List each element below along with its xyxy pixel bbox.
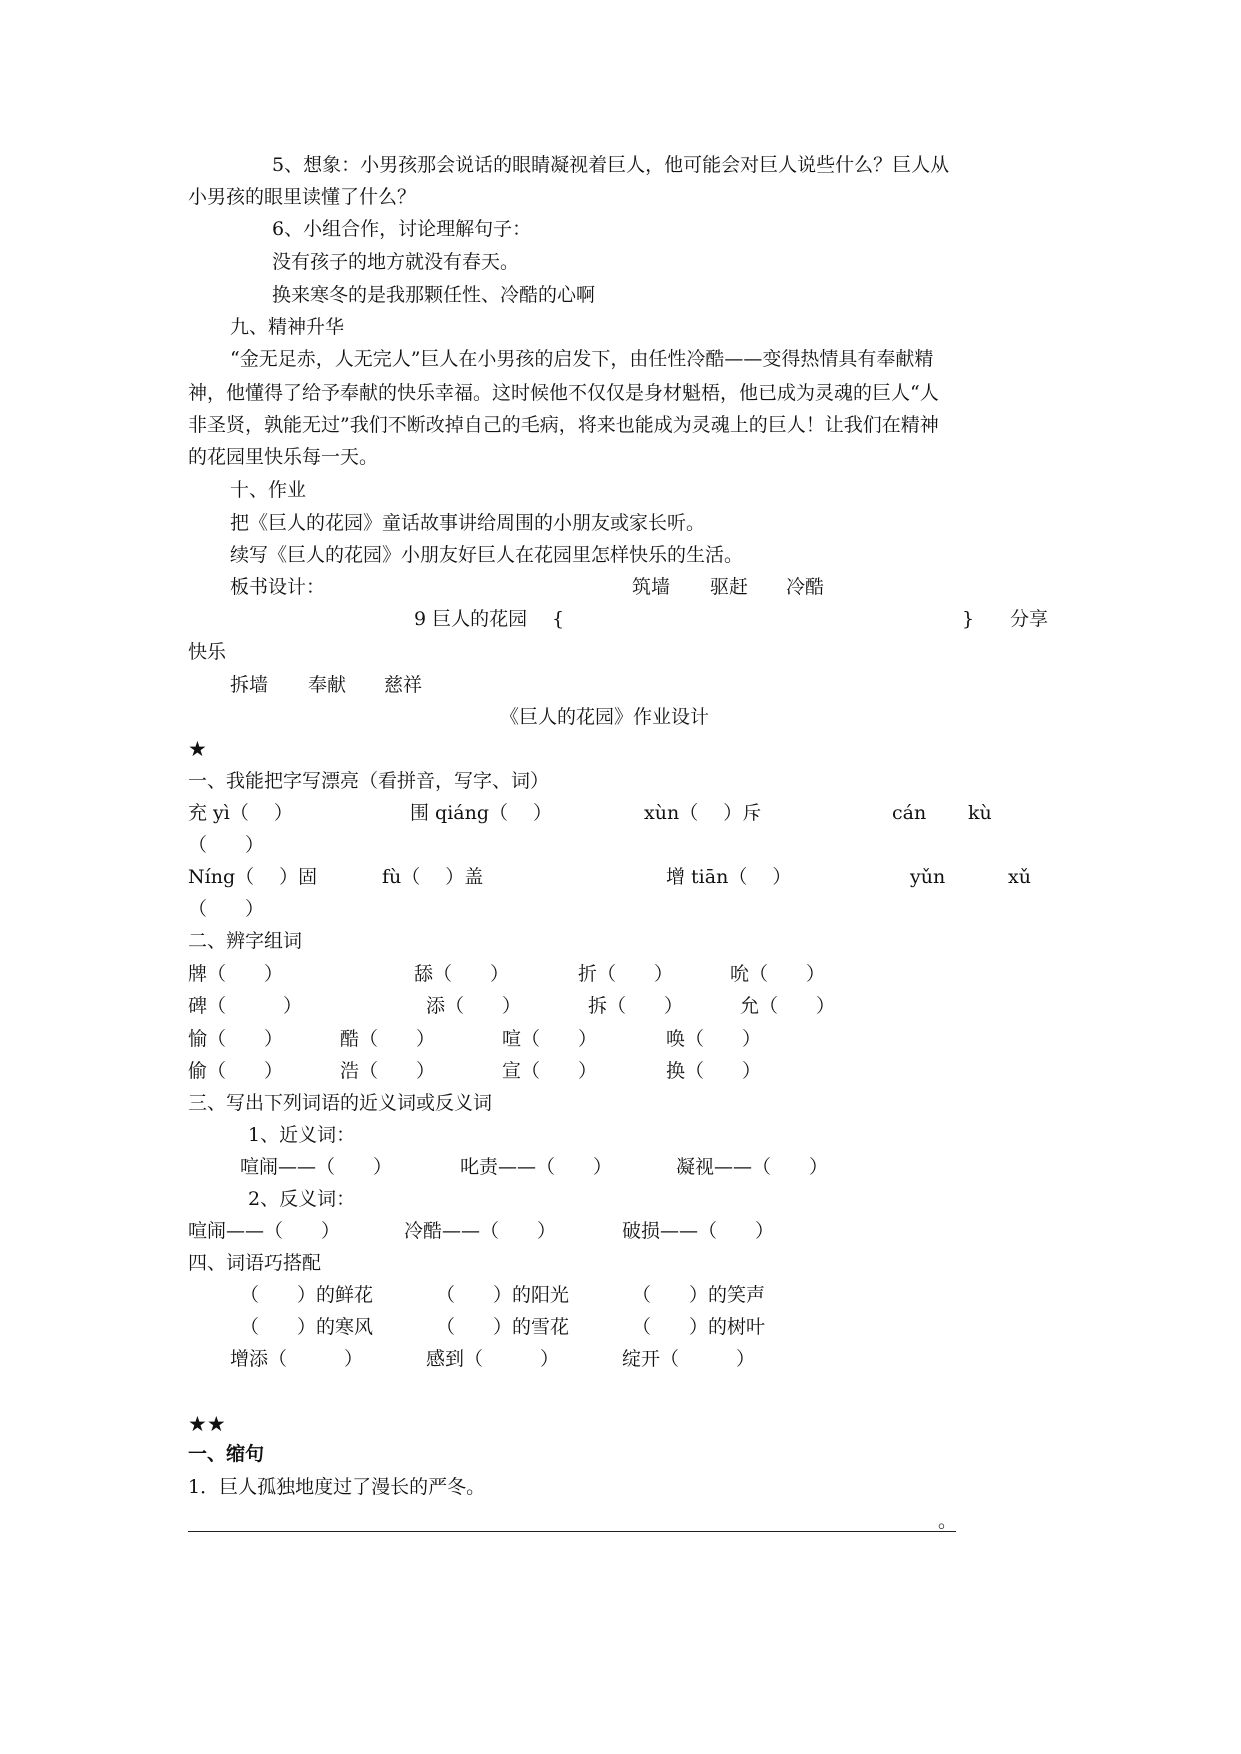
s4-row1-item3: （ ）的笑声 — [632, 1284, 766, 1306]
s2-row2-item1: 碑（ ） — [188, 995, 303, 1017]
board-bottom-word-3: 慈祥 — [384, 674, 423, 696]
section-9-line1: “金无足赤，人无完人”巨人在小男孩的启发下，由任性冷酷——变得热情具有奉献精 — [230, 348, 934, 370]
answer-line[interactable] — [188, 1531, 956, 1532]
board-right-word-part1: 分享 — [1010, 608, 1049, 630]
answer-line-period: 。 — [938, 1510, 958, 1532]
s4-row2-item2: （ ）的雪花 — [436, 1316, 570, 1338]
level-2-stars-icon: ★★ — [188, 1412, 226, 1436]
s1-row2-item1: Níng（ ）固 — [188, 866, 318, 888]
level-2-q1: 1．巨人孤独地度过了漫长的严冬。 — [188, 1476, 486, 1498]
s3-antonym-1: 喧闹——（ ） — [188, 1220, 341, 1242]
s1-row1-item2: 围 qiáng（ ） — [410, 802, 553, 824]
s4-row3-item2: 感到（ ） — [426, 1348, 560, 1370]
s4-row2-item3: （ ）的树叶 — [632, 1316, 766, 1338]
s2-row4-item2: 浩（ ） — [340, 1060, 436, 1082]
s1-row1-wrap: （ ） — [188, 834, 265, 856]
s1-row2-wrap: （ ） — [188, 898, 265, 920]
s1-row1-item5: kù — [968, 802, 992, 824]
s2-row1-item1: 牌（ ） — [188, 963, 284, 985]
board-top-word-1: 筑墙 — [632, 576, 671, 598]
s2-row1-item2: 舔（ ） — [414, 963, 510, 985]
board-right-word-part2: 快乐 — [188, 641, 227, 663]
s3-synonym-label: 1、近义词： — [248, 1124, 356, 1146]
s2-row2-item3: 拆（ ） — [588, 995, 684, 1017]
s4-title: 四、词语巧搭配 — [188, 1252, 322, 1274]
level-2-s1-title: 一、缩句 — [188, 1443, 265, 1465]
s3-antonym-label: 2、反义词： — [248, 1188, 356, 1210]
s4-row3-item1: 增添（ ） — [230, 1348, 364, 1370]
section-9-line3: 非圣贤，孰能无过”我们不断改掉自己的毛病，将来也能成为灵魂上的巨人！让我们在精神 — [188, 414, 939, 436]
s3-antonym-2: 冷酷——（ ） — [404, 1220, 557, 1242]
s2-row2-item4: 允（ ） — [740, 995, 836, 1017]
q5-line2: 小男孩的眼里读懂了什么？ — [188, 186, 417, 208]
s2-row1-item3: 折（ ） — [578, 963, 674, 985]
s3-title: 三、写出下列词语的近义词或反义词 — [188, 1092, 493, 1114]
s2-row3-item1: 愉（ ） — [188, 1028, 284, 1050]
board-top-word-3: 冷酷 — [786, 576, 825, 598]
s2-row3-item3: 喧（ ） — [502, 1028, 598, 1050]
q6-prompt: 6、小组合作，讨论理解句子： — [272, 218, 532, 240]
board-top-word-2: 驱赶 — [710, 576, 749, 598]
s1-row1-item3: xùn（ ）斥 — [644, 802, 762, 824]
board-brace-close: } — [962, 608, 975, 630]
s1-row1-item1: 充 yì（ ） — [188, 802, 293, 824]
s2-row2-item2: 添（ ） — [426, 995, 522, 1017]
board-bottom-word-2: 奉献 — [308, 674, 347, 696]
q6-sentence-2: 换来寒冬的是我那颗任性、冷酷的心啊 — [272, 284, 596, 306]
homework-item-1: 把《巨人的花园》童话故事讲给周围的小朋友或家长听。 — [230, 512, 706, 534]
section-9-title: 九、精神升华 — [230, 316, 345, 338]
s3-antonym-3: 破损——（ ） — [622, 1220, 775, 1242]
s2-row4-item4: 换（ ） — [666, 1060, 762, 1082]
s2-row4-item1: 偷（ ） — [188, 1060, 284, 1082]
s2-row3-item4: 唤（ ） — [666, 1028, 762, 1050]
board-label: 板书设计： — [230, 576, 326, 598]
q6-sentence-1: 没有孩子的地方就没有春天。 — [272, 251, 520, 273]
q5-line1: 5、想象：小男孩那会说话的眼睛凝视着巨人，他可能会对巨人说些什么？巨人从 — [272, 154, 950, 176]
s2-row3-item2: 酷（ ） — [340, 1028, 436, 1050]
s1-row2-item5: xǔ — [1008, 866, 1031, 888]
s2-row4-item3: 宣（ ） — [502, 1060, 598, 1082]
s1-row1-item4: cán — [892, 802, 927, 824]
s4-row1-item1: （ ）的鲜花 — [240, 1284, 374, 1306]
s4-row1-item2: （ ）的阳光 — [436, 1284, 570, 1306]
s2-title: 二、辨字组词 — [188, 930, 303, 952]
s3-synonym-3: 凝视——（ ） — [676, 1156, 829, 1178]
homework-design-title: 《巨人的花园》作业设计 — [500, 706, 710, 728]
s3-synonym-1: 喧闹——（ ） — [240, 1156, 393, 1178]
section-9-line4: 的花园里快乐每一天。 — [188, 446, 379, 468]
homework-item-2: 续写《巨人的花园》小朋友好巨人在花园里怎样快乐的生活。 — [230, 544, 744, 566]
s4-row3-item3: 绽开（ ） — [622, 1348, 756, 1370]
level-1-star-icon: ★ — [188, 737, 207, 761]
board-bottom-word-1: 拆墙 — [230, 674, 269, 696]
board-center-title: 9 巨人的花园 — [414, 608, 528, 630]
s1-row2-item4: yǔn — [910, 866, 946, 888]
section-9-line2: 神，他懂得了给予奉献的快乐幸福。这时候他不仅仅是身材魁梧，他已成为灵魂的巨人“人 — [188, 382, 939, 404]
section-10-title: 十、作业 — [230, 479, 307, 501]
s4-row2-item1: （ ）的寒风 — [240, 1316, 374, 1338]
s2-row1-item4: 吮（ ） — [730, 963, 826, 985]
s3-synonym-2: 叱责——（ ） — [460, 1156, 613, 1178]
board-brace-open: { — [552, 608, 565, 630]
s1-row2-item2: fù（ ）盖 — [382, 866, 484, 888]
s1-row2-item3: 增 tiān（ ） — [666, 866, 792, 888]
s1-title: 一、我能把字写漂亮（看拼音，写字、词） — [188, 770, 550, 792]
